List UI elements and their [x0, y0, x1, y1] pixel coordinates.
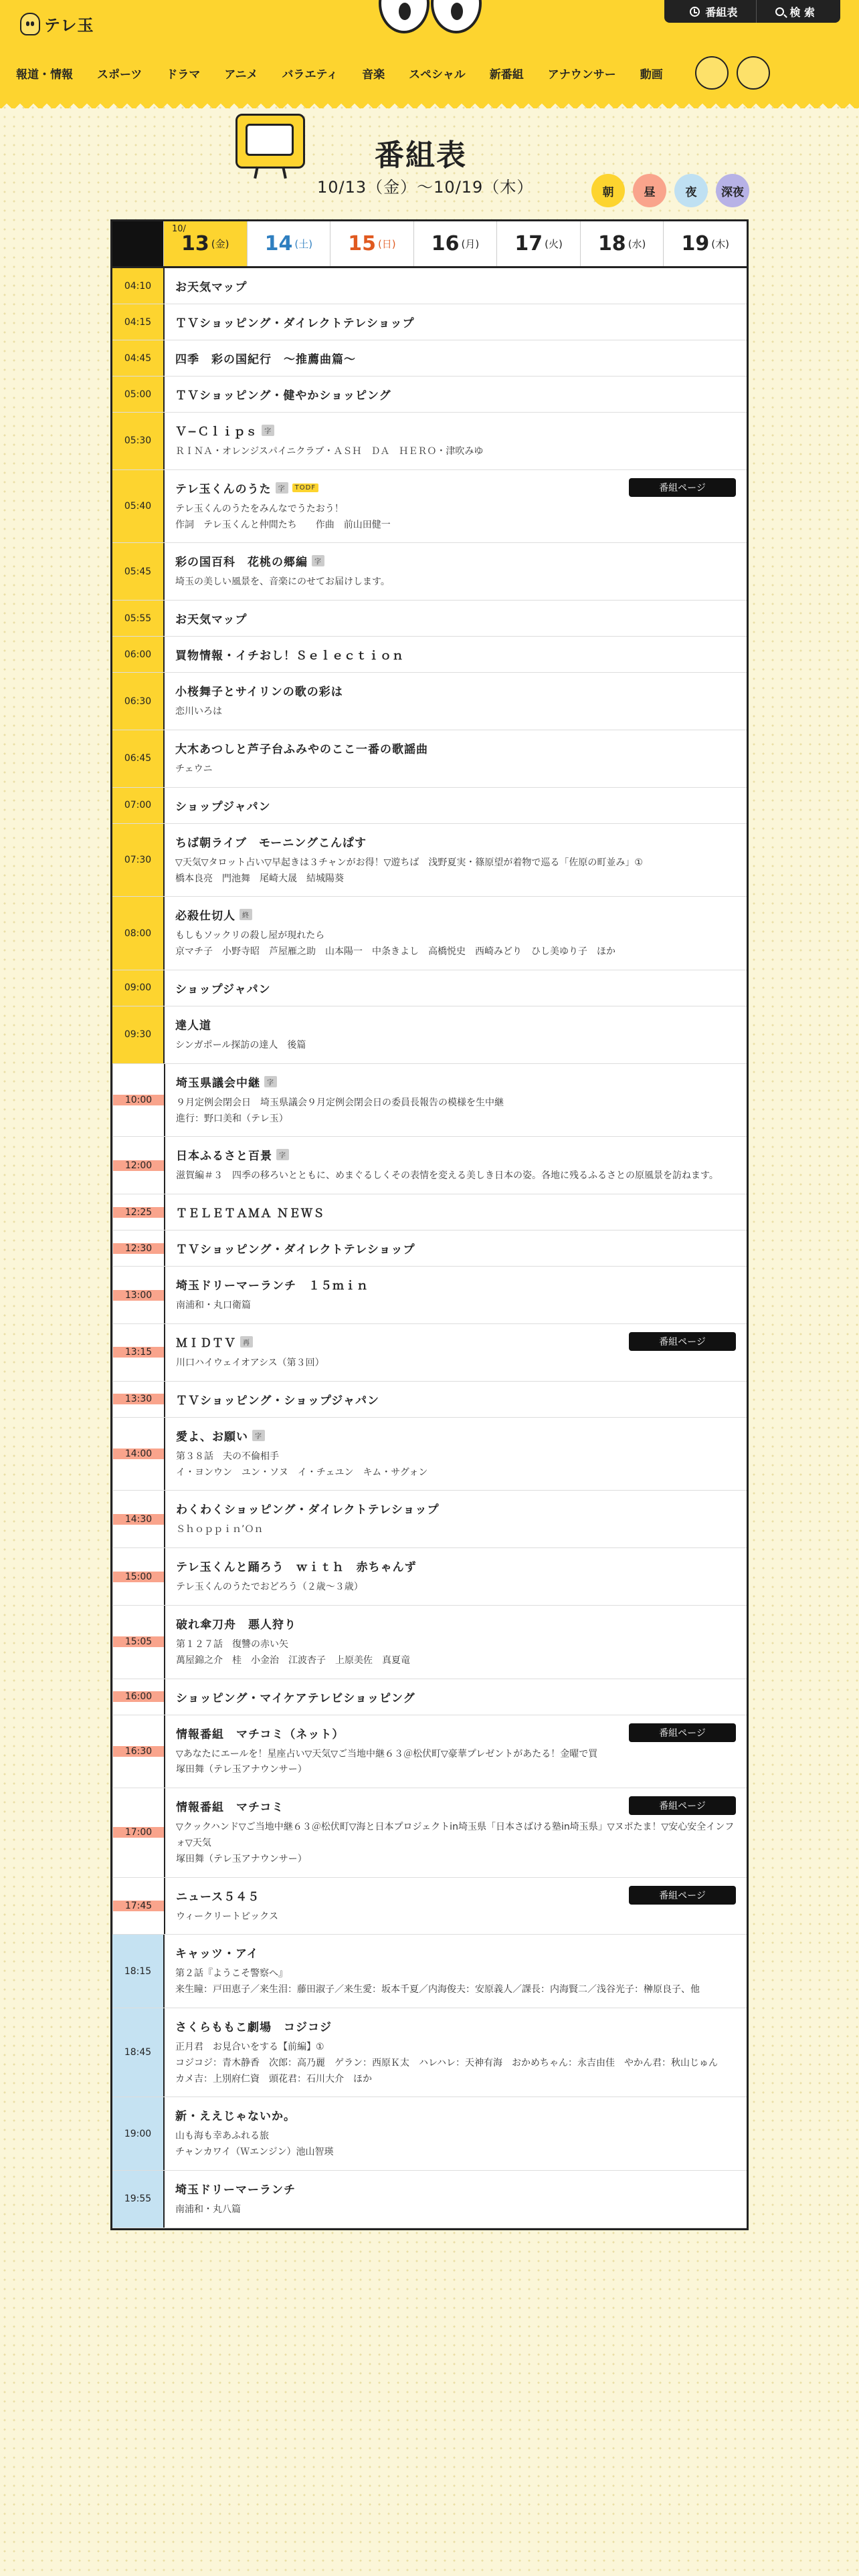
program-description: ９月定例会閉会日 埼玉県議会９月定例会閉会日の委員長報告の模様を生中継 進行：野口美和（テレ玉）	[176, 1097, 504, 1124]
program-cell	[163, 1935, 747, 2008]
program-description: 正月君 お見合いをする【前編】① コジコジ：青木静香 次郎：高乃麗 ゲラン：西原Ｋ太 ハレハレ：天神有海 おかめちゃん：永吉由佳 やかん君：秋山じゅん カメ吉：上別府仁資 頭花君：石川大介 ほか	[175, 2041, 719, 2084]
program-row[interactable]	[112, 1324, 747, 1382]
program-row[interactable]	[112, 304, 747, 340]
program-row[interactable]	[112, 2097, 747, 2171]
program-title-line	[175, 906, 736, 923]
program-title[interactable]: 小桜舞子とサイリンの歌の彩は	[175, 685, 343, 700]
schedule-link[interactable]	[671, 0, 756, 23]
search-link[interactable]	[756, 0, 834, 23]
day-tab-weekday: (日)	[377, 238, 396, 250]
program-cell	[164, 1788, 747, 1876]
program-tag: 再	[240, 1336, 253, 1348]
program-row[interactable]	[112, 1491, 747, 1548]
program-description: 南浦和・丸口衛篇	[176, 1300, 251, 1311]
program-cell	[163, 824, 747, 897]
program-cell	[163, 1006, 747, 1063]
program-title-line	[176, 1615, 736, 1632]
program-time: 05:55	[112, 601, 163, 636]
program-title[interactable]: 情報番組 マチコミ	[176, 1801, 284, 1815]
program-title[interactable]: 愛よ、お願い	[176, 1430, 248, 1444]
program-cell	[164, 1491, 747, 1547]
program-cell	[163, 377, 747, 412]
program-row[interactable]	[112, 1137, 747, 1194]
program-title-line	[176, 1073, 736, 1090]
program-description: 第１２７話 復讐の赤い矢 萬屋錦之介 桂 小金治 江波杏子 上原美佐 真夏竜	[176, 1638, 410, 1666]
program-title[interactable]: わくわくショッピング・ダイレクトテレショップ	[176, 1503, 440, 1517]
program-time: 05:00	[112, 377, 163, 412]
program-title[interactable]: ニュース５４５	[176, 1890, 260, 1904]
program-description: 南浦和・丸八篇	[175, 2204, 241, 2215]
program-time: 12:30	[113, 1243, 164, 1254]
program-description: 恋川いろは	[175, 706, 222, 718]
day-tabs	[112, 221, 747, 268]
program-time: 06:45	[112, 730, 163, 787]
program-description: ▽クックハンド▽ご当地中継６３＠松伏町▽海と日本プロジェクトin埼玉県「日本さばける塾in埼玉県」▽ヌボたま！▽安心安全インフォ▽天気 塚田舞（テレ玉アナウンサー）	[176, 1822, 735, 1864]
program-time: 07:00	[112, 788, 163, 823]
program-row[interactable]	[112, 1267, 747, 1324]
nav-item[interactable]: スポーツ	[97, 68, 142, 82]
program-time: 16:30	[113, 1746, 164, 1757]
nav-item[interactable]: 新番組	[489, 68, 524, 82]
program-tag: 終	[240, 909, 252, 920]
program-cell	[163, 268, 747, 304]
program-row[interactable]	[112, 824, 747, 897]
day-tabs-corner	[112, 221, 163, 266]
filter-morning-button[interactable]: 朝	[591, 174, 625, 207]
program-time: 16:00	[113, 1691, 164, 1702]
program-cell	[164, 1324, 747, 1381]
program-page-button[interactable]: 番組ページ	[629, 1723, 736, 1742]
program-page-button[interactable]: 番組ページ	[629, 1796, 736, 1815]
program-title-line	[175, 740, 736, 756]
program-row[interactable]	[112, 1194, 747, 1230]
day-tab-date: 14	[264, 232, 293, 255]
program-cell	[163, 340, 747, 376]
program-cell	[163, 470, 747, 543]
program-title[interactable]: お天気マップ	[175, 613, 248, 627]
program-time: 09:00	[112, 970, 163, 1006]
program-row[interactable]	[112, 268, 747, 304]
program-time: 05:30	[112, 413, 163, 469]
program-title[interactable]: 彩の国百科 花桃の郷編	[175, 556, 308, 570]
program-title[interactable]: Ｖ−Ｃｌｉｐｓ	[175, 425, 258, 439]
program-row[interactable]	[112, 543, 747, 601]
program-title[interactable]: テレ玉くんのうた	[175, 482, 272, 496]
program-row[interactable]	[112, 340, 747, 377]
program-cell	[164, 1194, 747, 1230]
program-time: 10:00	[113, 1095, 164, 1105]
nav-item[interactable]: 報道・情報	[16, 68, 73, 82]
program-title-line	[175, 797, 736, 814]
program-title[interactable]: 埼玉ドリーマーランチ １５ｍｉｎ	[176, 1279, 369, 1293]
nav-item[interactable]: 動画	[640, 68, 663, 82]
program-title[interactable]: ＴＥＬＥＴＡＭＡ ＮＥＷＳ	[176, 1207, 325, 1221]
program-title-line	[175, 1944, 736, 1961]
program-tag: 字	[276, 1149, 289, 1160]
page-title: 番組表	[375, 138, 467, 173]
program-cell	[164, 1382, 747, 1417]
program-description: もしもソックリの殺し屋が現れたら 京マチ子 小野寺昭 芦屋雁之助 山本陽一 中条きよし 高橋悦史 西崎みどり ひし美ゆり子 ほか	[175, 930, 615, 958]
program-title[interactable]: 達人道	[175, 1018, 211, 1033]
program-cell	[164, 1064, 747, 1137]
program-title[interactable]: ＴＶショッピング・ショップジャパン	[176, 1394, 379, 1408]
day-tab[interactable]	[247, 221, 330, 266]
program-time: 04:10	[112, 268, 163, 304]
program-title[interactable]: 情報番組 マチコミ（ネット）	[176, 1727, 345, 1741]
day-tab[interactable]	[330, 221, 413, 266]
program-row[interactable]	[112, 1548, 747, 1606]
program-title-line	[176, 1240, 736, 1257]
program-title-line	[175, 278, 736, 294]
program-title[interactable]: 大木あつしと芦子台ふみやのここ一番の歌謡曲	[175, 742, 428, 756]
time-filters	[591, 174, 749, 207]
program-row[interactable]	[112, 2171, 747, 2228]
day-tab[interactable]	[496, 221, 580, 266]
program-title-line	[175, 314, 736, 330]
program-row[interactable]	[112, 1679, 747, 1715]
program-time: 09:30	[112, 1006, 163, 1063]
program-time: 13:15	[113, 1347, 164, 1358]
program-title[interactable]: ショップジャパン	[175, 982, 271, 996]
program-title[interactable]: 日本ふるさと百景	[176, 1150, 272, 1164]
program-title-line	[175, 422, 736, 439]
program-description: 滋賀編＃３ 四季の移ろいとともに、めまぐるしくその表情を変える美しき日本の姿。各地に残るふるさとの原風景を訪ねます。	[176, 1170, 719, 1182]
filter-daytime-button[interactable]: 昼	[633, 174, 666, 207]
program-tag: 字	[262, 425, 274, 436]
program-time: 17:45	[113, 1901, 164, 1911]
program-description: ウィークリートピックス	[176, 1911, 279, 1922]
program-time: 14:00	[113, 1448, 164, 1459]
program-row[interactable]	[112, 1878, 747, 1935]
program-description: 山も海も幸あふれる旅 チャンカワイ（Ｗエンジン）池山智瑛	[175, 2131, 334, 2158]
site-logo[interactable]	[20, 12, 94, 35]
schedule-link-label: 番組表	[705, 5, 738, 19]
day-tab-date: 18	[597, 232, 626, 255]
program-time: 04:15	[112, 304, 163, 340]
nav-item[interactable]: アナウンサー	[547, 68, 616, 82]
program-time: 19:00	[112, 2097, 163, 2170]
program-title-line	[175, 1016, 736, 1033]
program-time: 06:00	[112, 637, 163, 672]
program-cell	[163, 2097, 747, 2170]
program-title[interactable]: ショッピング・マイケアテレビショッピング	[176, 1691, 415, 1705]
program-title[interactable]: 埼玉ドリーマーランチ	[175, 2183, 296, 2197]
program-time: 12:25	[113, 1207, 164, 1218]
program-title[interactable]: テレ玉くんと踊ろう ｗｉｔｈ 赤ちゃんず	[176, 1561, 417, 1575]
program-title-line	[176, 1391, 736, 1408]
program-time: 15:05	[113, 1636, 164, 1647]
nav-badge-shop-icon[interactable]	[737, 56, 770, 90]
program-row[interactable]	[112, 1715, 747, 1789]
day-tab-date: 17	[514, 232, 543, 255]
top-tools	[664, 0, 840, 23]
mascot-eyes	[379, 0, 482, 33]
program-row[interactable]	[112, 970, 747, 1006]
program-title-line	[176, 1558, 736, 1574]
nav-item[interactable]: バラエティ	[282, 68, 339, 82]
program-time: 13:00	[113, 1290, 164, 1301]
program-time: 06:30	[112, 673, 163, 730]
program-cell	[164, 1606, 747, 1679]
program-row[interactable]	[112, 1064, 747, 1138]
program-cell	[164, 1230, 747, 1266]
day-tab[interactable]	[413, 221, 497, 266]
program-cell	[163, 304, 747, 340]
day-tab-weekday: (水)	[628, 238, 646, 250]
program-cell	[163, 543, 747, 600]
program-cell	[163, 601, 747, 636]
nav-item[interactable]: ドラマ	[166, 68, 201, 82]
search-icon	[775, 7, 784, 16]
program-tag: 字	[252, 1430, 265, 1441]
filter-night-button[interactable]: 夜	[674, 174, 708, 207]
program-page-button[interactable]: 番組ページ	[629, 1332, 736, 1351]
program-row[interactable]	[112, 1230, 747, 1267]
program-title-line	[175, 2180, 736, 2197]
day-tab-weekday: (月)	[461, 238, 480, 250]
program-cell	[164, 1137, 747, 1194]
program-time: 17:00	[113, 1827, 164, 1838]
program-row[interactable]	[112, 1935, 747, 2008]
program-time: 08:00	[112, 897, 163, 970]
program-cell	[163, 730, 747, 787]
program-time: 07:30	[112, 824, 163, 897]
eye-icon	[431, 0, 482, 33]
program-title[interactable]: キャッツ・アイ	[175, 1947, 259, 1961]
program-row[interactable]	[112, 897, 747, 970]
program-title-line	[175, 682, 736, 699]
program-row[interactable]	[112, 637, 747, 673]
nav-item[interactable]: アニメ	[224, 68, 258, 82]
program-description: テレ玉くんのうたでおどろう（２歳〜３歳）	[176, 1582, 363, 1593]
schedule-table	[110, 219, 749, 2230]
program-title[interactable]: ＴＶショッピング・ダイレクトテレショップ	[176, 1243, 415, 1257]
program-description: Ｓｈｏｐｐｉｎ’Ｏｎ	[176, 1524, 264, 1535]
title-area	[0, 99, 859, 203]
program-description: ＲＩＮＡ・オレンジスパイニクラブ・ＡＳＨ ＤＡ ＨＥＲＯ・津吹みゆ	[175, 446, 484, 457]
program-description: チェウニ	[175, 763, 213, 774]
program-cell	[163, 897, 747, 970]
program-cell	[163, 413, 747, 469]
clock-icon	[690, 7, 700, 17]
program-cell	[163, 2008, 747, 2097]
program-title-line	[176, 1276, 736, 1293]
day-tab-weekday: (土)	[294, 238, 313, 250]
mascot-icon	[20, 13, 40, 35]
program-description: ▽天気▽タロット占い▽早起きは３チャンがお得！▽遊ちば 浅野夏実・篠原望が着物で巡る「佐原の町並み」① 橋本良亮 門池舞 尾崎大晟 結城陽葵	[175, 857, 643, 884]
program-cell	[164, 1715, 747, 1788]
day-tab-month: 10/	[172, 224, 186, 234]
program-description: 第３８話 夫の不倫相手 イ・ヨンウン ユン・ソヌ イ・チェユン キム・サグォン	[176, 1451, 428, 1478]
day-tab-date: 15	[348, 232, 376, 255]
program-title-line	[175, 980, 736, 996]
program-cell	[163, 637, 747, 672]
program-page-button[interactable]: 番組ページ	[629, 478, 736, 497]
program-tag: TODF	[292, 484, 318, 492]
program-row[interactable]	[112, 673, 747, 730]
program-cell	[164, 1878, 747, 1935]
day-tab-date: 13	[181, 232, 209, 255]
day-tab-weekday: (金)	[211, 238, 229, 250]
program-page-button[interactable]: 番組ページ	[629, 1886, 736, 1905]
filter-late-night-button[interactable]: 深夜	[716, 174, 749, 207]
program-row[interactable]	[112, 601, 747, 637]
program-row[interactable]	[112, 1382, 747, 1418]
nav-badge-mascot-icon[interactable]	[695, 56, 729, 90]
program-title-line	[176, 1500, 736, 1517]
day-tab[interactable]	[580, 221, 664, 266]
program-cell	[163, 970, 747, 1006]
program-row[interactable]	[112, 2008, 747, 2097]
program-row[interactable]	[112, 1418, 747, 1491]
program-title-line	[176, 1204, 736, 1220]
search-link-label: 検 索	[789, 5, 815, 19]
program-cell	[164, 1267, 747, 1323]
program-title[interactable]: ちば朝ライブ モーニングこんぱす	[175, 836, 367, 850]
program-list	[112, 268, 747, 2228]
day-tab[interactable]	[663, 221, 747, 266]
program-description: テレ玉くんのうたをみんなでうたおう！ 作詞 テレ玉くんと仲間たち 作曲 前山田健一	[175, 503, 391, 530]
program-cell	[164, 1679, 747, 1715]
program-row[interactable]	[112, 377, 747, 413]
program-time: 05:40	[112, 470, 163, 543]
program-time: 04:45	[112, 340, 163, 376]
logo-text: テレ玉	[44, 16, 94, 35]
program-title[interactable]: ＴＶショッピング・ダイレクトテレショップ	[175, 317, 415, 330]
program-time: 12:00	[113, 1160, 164, 1171]
program-cell	[164, 1418, 747, 1491]
program-row[interactable]	[112, 470, 747, 544]
program-title-line	[175, 2107, 736, 2123]
program-description: 第２話『ようこそ警察へ』 来生瞳：戸田恵子／来生泪：藤田淑子／来生愛：坂本千夏／内海俊夫：安原義人／課長：内海賢二／浅谷光子：榊原良子、他	[175, 1968, 700, 1996]
program-title[interactable]: さくらももこ劇場 コジコジ	[175, 2020, 332, 2034]
program-title-line	[176, 1146, 736, 1163]
program-title-line	[175, 350, 736, 366]
program-time: 05:45	[112, 543, 163, 600]
program-time: 18:15	[112, 1935, 163, 2008]
day-tab-date: 16	[431, 232, 460, 255]
program-title-line	[175, 2018, 736, 2034]
program-tag: 字	[276, 482, 288, 494]
program-row[interactable]	[112, 413, 747, 470]
program-title[interactable]: 埼玉県議会中継	[176, 1076, 260, 1090]
eye-icon	[379, 0, 430, 33]
program-cell	[164, 1548, 747, 1605]
nav-item[interactable]: 音楽	[362, 68, 385, 82]
program-description: 埼玉の美しい風景を、音楽にのせてお届けします。	[175, 576, 390, 588]
program-time: 19:55	[112, 2171, 163, 2228]
program-time: 14:30	[113, 1514, 164, 1525]
program-time: 18:45	[112, 2008, 163, 2097]
program-cell	[163, 2171, 747, 2228]
program-description: ▽あなたにエールを！星座占い▽天気▽ご当地中継６３＠松伏町▽豪華プレゼントがあたる！金曜で買 塚田舞（テレ玉アナウンサー）	[176, 1748, 598, 1776]
program-time: 15:00	[113, 1572, 164, 1582]
program-tag: 字	[312, 555, 324, 566]
program-title[interactable]: 必殺仕切人	[175, 909, 235, 924]
program-title-line	[175, 646, 736, 663]
program-title-line	[176, 1689, 736, 1705]
program-description: シンガポール探訪の達人 後篇	[175, 1039, 306, 1051]
day-tab[interactable]	[163, 221, 247, 266]
program-title[interactable]: ＭＩＤＴＶ	[176, 1336, 236, 1350]
program-title-line	[175, 610, 736, 627]
site-header	[0, 0, 859, 99]
program-row[interactable]	[112, 730, 747, 788]
program-title-line	[175, 386, 736, 403]
program-title-line	[175, 552, 736, 569]
main-nav	[16, 56, 770, 90]
program-title[interactable]: 新・ええじゃないか。	[175, 2110, 296, 2124]
program-row[interactable]	[112, 788, 747, 824]
program-row[interactable]	[112, 1006, 747, 1064]
tv-mascot-icon	[235, 114, 305, 169]
program-title[interactable]: お天気マップ	[175, 281, 248, 294]
day-tab-weekday: (木)	[711, 238, 729, 250]
nav-item[interactable]: スペシャル	[409, 68, 466, 82]
program-title[interactable]: 四季 彩の国紀行 〜推薦曲篇〜	[175, 353, 356, 366]
program-tag: 字	[264, 1076, 277, 1087]
program-description: 川口ハイウェイオアシス（第３回）	[176, 1357, 324, 1368]
program-title[interactable]: ショップジャパン	[175, 800, 271, 814]
program-title[interactable]: ＴＶショッピング・健やかショッピング	[175, 389, 391, 403]
program-row[interactable]	[112, 1788, 747, 1877]
program-title-line	[176, 1427, 736, 1444]
program-time: 13:30	[113, 1394, 164, 1404]
day-tab-weekday: (火)	[545, 238, 563, 250]
program-title-line	[175, 833, 736, 850]
program-row[interactable]	[112, 1606, 747, 1679]
day-tab-date: 19	[681, 232, 710, 255]
program-cell	[163, 788, 747, 823]
program-title[interactable]: 破れ傘刀舟 悪人狩り	[176, 1618, 296, 1632]
program-title[interactable]: 買物情報・イチおし！Ｓｅｌｅｃｔｉｏｎ	[175, 649, 404, 663]
program-cell	[163, 673, 747, 730]
date-range: 10/13（金）〜10/19（木）	[317, 178, 534, 197]
